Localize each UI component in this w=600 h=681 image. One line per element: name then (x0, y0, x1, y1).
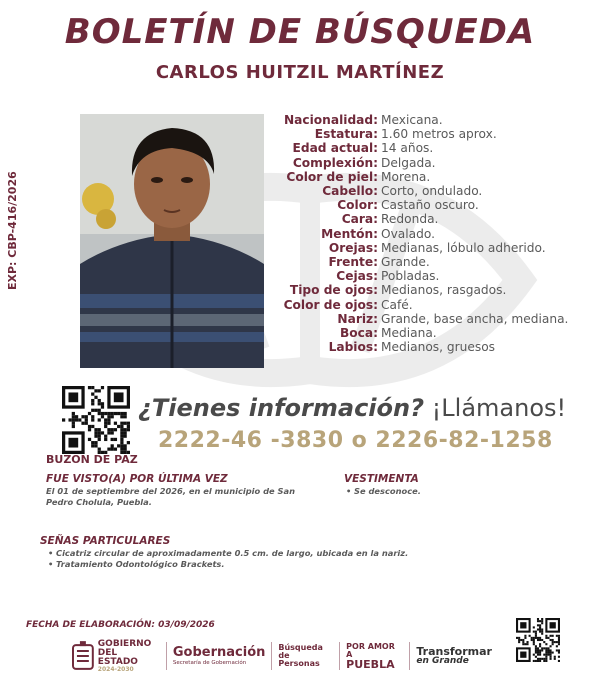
logo-divider (339, 642, 340, 670)
detail-value: Medianos, gruesos (381, 340, 496, 355)
detail-label: Color: (337, 198, 378, 213)
person-name: CARLOS HUITZIL MARTÍNEZ (155, 62, 445, 83)
logo-divider (271, 642, 272, 670)
clothing-list (344, 486, 564, 497)
detail-row (270, 326, 600, 340)
physical-details (270, 113, 600, 354)
detail-row (270, 198, 600, 212)
phone-numbers[interactable]: 2222-46 -3830 o 2226-82-1258 (158, 428, 553, 453)
detail-label: Nariz: (337, 311, 378, 326)
detail-row (270, 141, 600, 155)
creation-date: FECHA DE ELABORACIÓN: 03/09/2026 (26, 620, 215, 630)
gobernacion-sub: Secretaría de Gobernación (172, 659, 247, 666)
detail-row (270, 227, 600, 241)
logo-divider (409, 642, 410, 670)
clothing-item: • Se desconoce. (344, 486, 564, 497)
person-photo (80, 114, 264, 368)
detail-value: Grande. (381, 255, 430, 270)
detail-label: Boca: (340, 326, 378, 341)
detail-label: Cara: (341, 212, 378, 227)
detail-row (270, 312, 600, 326)
gob-line2: DEL ESTADO (97, 647, 138, 667)
detail-label: Nacionalidad: (283, 113, 378, 127)
marks-heading: SEÑAS PARTICULARES (40, 535, 171, 547)
detail-row (270, 127, 600, 141)
detail-label: Tipo de ojos: (289, 283, 378, 298)
detail-value: 1.60 metros aprox. (381, 127, 497, 142)
detail-label: Color de ojos: (283, 297, 378, 312)
busqueda-line1: Búsqueda (278, 643, 323, 652)
detail-label: Edad actual: (292, 141, 378, 156)
info-prompt (138, 394, 566, 422)
detail-row (270, 212, 600, 226)
transformar-logo (416, 646, 492, 666)
clothing-heading: VESTIMENTA (344, 473, 419, 485)
busqueda-line2: de Personas (278, 651, 320, 668)
detail-value: Grande, base ancha, mediana. (381, 311, 569, 326)
detail-row (270, 255, 600, 269)
detail-label: Cejas: (336, 269, 378, 284)
detail-value: Medianos, rasgados. (381, 283, 507, 298)
detail-row (270, 283, 600, 297)
por-amor-logo (346, 643, 403, 670)
detail-label: Labios: (328, 340, 378, 355)
gob-line3: 2024-2030 (97, 665, 134, 673)
last-seen-heading: FUE VISTO(A) POR ÚLTIMA VEZ (46, 473, 228, 485)
amor-line2: PUEBLA (346, 657, 395, 671)
info-question: ¿Tienes información? (138, 394, 425, 422)
gob-line1: GOBIERNO (97, 638, 152, 649)
detail-row (270, 113, 600, 127)
detail-value: Medianas, lóbulo adherido. (381, 240, 546, 255)
detail-label: Frente: (328, 255, 378, 270)
last-seen-text: El 01 de septiembre del 2026, en el municipio de San Pedro Cholula, Puebla. (46, 486, 296, 507)
detail-value: 14 años. (381, 141, 434, 156)
detail-row (270, 269, 600, 283)
amor-line1: POR AMOR A (346, 641, 395, 659)
detail-value: Corto, ondulado. (381, 184, 483, 199)
detail-value: Redonda. (381, 212, 439, 227)
detail-label: Complexión: (292, 155, 378, 170)
buzon-qr-code[interactable] (62, 386, 130, 454)
gobierno-logo (72, 640, 160, 673)
call-us: ¡Llámanos! (431, 394, 567, 422)
buzon-label: BUZON DE PAZ (46, 453, 138, 466)
detail-value: Mexicana. (381, 113, 443, 127)
detail-row (270, 340, 600, 354)
expediente-number: EXP: CBP-416/2026 (6, 171, 19, 290)
government-logos (72, 636, 492, 676)
detail-row (270, 156, 600, 170)
detail-value: Ovalado. (381, 226, 435, 241)
mark-item: • Tratamiento Odontológico Brackets. (46, 559, 546, 570)
footer-qr-code[interactable] (516, 618, 560, 662)
logo-divider (166, 642, 167, 670)
detail-row (270, 241, 600, 255)
detail-label: Color de piel: (286, 169, 378, 184)
detail-value: Morena. (381, 169, 431, 184)
gobernacion-title: Gobernación (172, 644, 266, 660)
detail-label: Cabello: (322, 184, 378, 199)
detail-value: Castaño oscuro. (381, 198, 479, 213)
detail-label: Mentón: (321, 226, 378, 241)
detail-row (270, 170, 600, 184)
transformar-line1: Transformar (416, 645, 492, 658)
detail-value: Mediana. (381, 326, 437, 341)
detail-row (270, 184, 600, 198)
detail-label: Orejas: (328, 240, 378, 255)
state-seal-icon (72, 641, 94, 671)
detail-value: Café. (381, 297, 413, 312)
detail-value: Delgada. (381, 155, 436, 170)
gobernacion-logo (173, 646, 266, 667)
bulletin-title: BOLETÍN DE BÚSQUEDA (64, 12, 536, 52)
transformar-line2: en Grande (416, 656, 469, 666)
marks-list (46, 548, 546, 570)
detail-label: Estatura: (314, 127, 378, 142)
mark-item: • Cicatriz circular de aproximadamente 0.5 cm. de largo, ubicada en la nariz. (46, 548, 546, 559)
detail-row (270, 298, 600, 312)
busqueda-logo (278, 644, 333, 668)
detail-value: Pobladas. (381, 269, 440, 284)
